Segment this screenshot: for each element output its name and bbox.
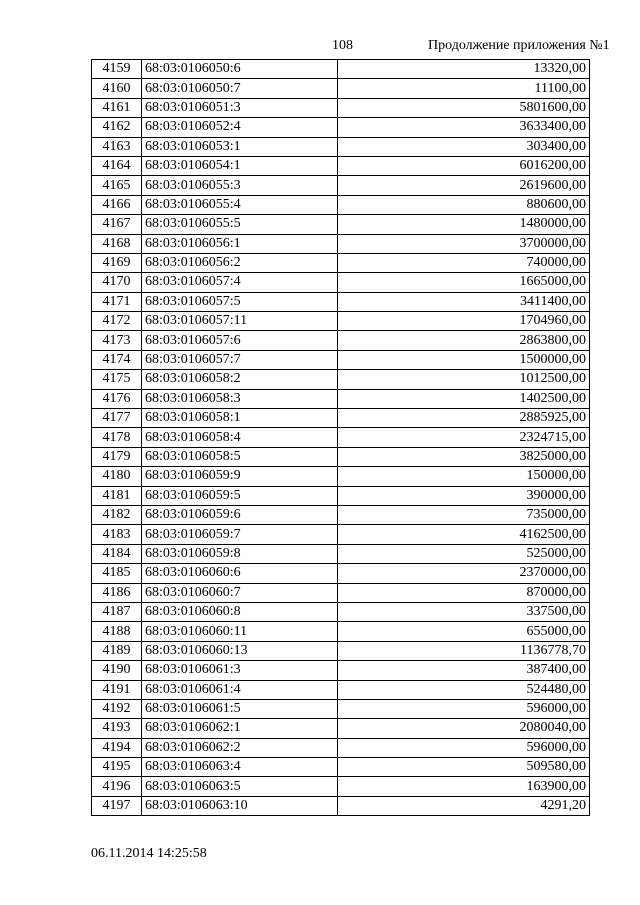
page-number: 108 xyxy=(332,38,353,53)
row-number-cell: 4179 xyxy=(92,447,142,466)
cadastral-value-cell: 11100,00 xyxy=(338,79,590,98)
cadastral-value-cell: 13320,00 xyxy=(338,60,590,79)
row-number-cell: 4186 xyxy=(92,583,142,602)
cadastral-number-cell: 68:03:0106056:2 xyxy=(142,253,338,272)
row-number-cell: 4163 xyxy=(92,137,142,156)
table-row xyxy=(92,699,590,718)
row-number-cell: 4168 xyxy=(92,234,142,253)
cadastral-number-cell: 68:03:0106061:5 xyxy=(142,699,338,718)
cadastral-value-cell: 1012500,00 xyxy=(338,370,590,389)
row-number-cell: 4162 xyxy=(92,118,142,137)
table-row xyxy=(92,777,590,796)
cadastral-number-cell: 68:03:0106050:7 xyxy=(142,79,338,98)
table-row xyxy=(92,680,590,699)
table-row xyxy=(92,118,590,137)
cadastral-number-cell: 68:03:0106058:5 xyxy=(142,447,338,466)
cadastral-number-cell: 68:03:0106051:3 xyxy=(142,98,338,117)
row-number-cell: 4169 xyxy=(92,253,142,272)
cadastral-number-cell: 68:03:0106057:7 xyxy=(142,350,338,369)
cadastral-number-cell: 68:03:0106063:10 xyxy=(142,796,338,815)
table-row xyxy=(92,467,590,486)
cadastral-number-cell: 68:03:0106055:3 xyxy=(142,176,338,195)
row-number-cell: 4180 xyxy=(92,467,142,486)
row-number-cell: 4174 xyxy=(92,350,142,369)
cadastral-value-cell: 2324715,00 xyxy=(338,428,590,447)
table-row xyxy=(92,622,590,641)
cadastral-value-cell: 2863800,00 xyxy=(338,331,590,350)
row-number-cell: 4184 xyxy=(92,544,142,563)
cadastral-value-cell: 880600,00 xyxy=(338,195,590,214)
cadastral-number-cell: 68:03:0106053:1 xyxy=(142,137,338,156)
table-row xyxy=(92,350,590,369)
cadastral-value-cell: 390000,00 xyxy=(338,486,590,505)
cadastral-value-table xyxy=(91,59,590,816)
cadastral-number-cell: 68:03:0106057:11 xyxy=(142,312,338,331)
cadastral-number-cell: 68:03:0106060:13 xyxy=(142,641,338,660)
cadastral-value-cell: 303400,00 xyxy=(338,137,590,156)
cadastral-value-cell: 596000,00 xyxy=(338,738,590,757)
table-row xyxy=(92,137,590,156)
cadastral-number-cell: 68:03:0106055:4 xyxy=(142,195,338,214)
row-number-cell: 4194 xyxy=(92,738,142,757)
cadastral-value-cell: 1480000,00 xyxy=(338,215,590,234)
cadastral-number-cell: 68:03:0106058:3 xyxy=(142,389,338,408)
table-row xyxy=(92,215,590,234)
table-row xyxy=(92,98,590,117)
cadastral-number-cell: 68:03:0106060:11 xyxy=(142,622,338,641)
table-row xyxy=(92,195,590,214)
row-number-cell: 4192 xyxy=(92,699,142,718)
cadastral-number-cell: 68:03:0106060:6 xyxy=(142,564,338,583)
cadastral-value-cell: 150000,00 xyxy=(338,467,590,486)
cadastral-number-cell: 68:03:0106059:5 xyxy=(142,486,338,505)
cadastral-value-cell: 655000,00 xyxy=(338,622,590,641)
row-number-cell: 4170 xyxy=(92,273,142,292)
table-row xyxy=(92,505,590,524)
cadastral-value-cell: 1665000,00 xyxy=(338,273,590,292)
cadastral-value-cell: 1136778,70 xyxy=(338,641,590,660)
row-number-cell: 4185 xyxy=(92,564,142,583)
cadastral-value-cell: 2885925,00 xyxy=(338,409,590,428)
cadastral-number-cell: 68:03:0106063:5 xyxy=(142,777,338,796)
cadastral-value-cell: 2080040,00 xyxy=(338,719,590,738)
cadastral-value-cell: 2619600,00 xyxy=(338,176,590,195)
cadastral-number-cell: 68:03:0106055:5 xyxy=(142,215,338,234)
row-number-cell: 4161 xyxy=(92,98,142,117)
cadastral-value-cell: 596000,00 xyxy=(338,699,590,718)
cadastral-number-cell: 68:03:0106058:2 xyxy=(142,370,338,389)
row-number-cell: 4181 xyxy=(92,486,142,505)
row-number-cell: 4196 xyxy=(92,777,142,796)
cadastral-value-cell: 4291,20 xyxy=(338,796,590,815)
table-row xyxy=(92,661,590,680)
cadastral-value-cell: 3825000,00 xyxy=(338,447,590,466)
cadastral-value-cell: 735000,00 xyxy=(338,505,590,524)
row-number-cell: 4197 xyxy=(92,796,142,815)
table-row xyxy=(92,564,590,583)
table-row xyxy=(92,370,590,389)
cadastral-number-cell: 68:03:0106057:6 xyxy=(142,331,338,350)
table-row xyxy=(92,253,590,272)
row-number-cell: 4183 xyxy=(92,525,142,544)
cadastral-number-cell: 68:03:0106059:8 xyxy=(142,544,338,563)
table-body xyxy=(92,60,590,816)
table-row xyxy=(92,79,590,98)
cadastral-number-cell: 68:03:0106061:4 xyxy=(142,680,338,699)
row-number-cell: 4159 xyxy=(92,60,142,79)
table-row xyxy=(92,292,590,311)
table-row xyxy=(92,738,590,757)
row-number-cell: 4167 xyxy=(92,215,142,234)
cadastral-number-cell: 68:03:0106060:7 xyxy=(142,583,338,602)
cadastral-number-cell: 68:03:0106057:4 xyxy=(142,273,338,292)
cadastral-value-cell: 525000,00 xyxy=(338,544,590,563)
cadastral-number-cell: 68:03:0106050:6 xyxy=(142,60,338,79)
cadastral-number-cell: 68:03:0106057:5 xyxy=(142,292,338,311)
table-row xyxy=(92,602,590,621)
row-number-cell: 4193 xyxy=(92,719,142,738)
table-row xyxy=(92,525,590,544)
cadastral-value-cell: 163900,00 xyxy=(338,777,590,796)
table-row xyxy=(92,409,590,428)
cadastral-value-cell: 2370000,00 xyxy=(338,564,590,583)
cadastral-value-cell: 4162500,00 xyxy=(338,525,590,544)
cadastral-number-cell: 68:03:0106056:1 xyxy=(142,234,338,253)
row-number-cell: 4182 xyxy=(92,505,142,524)
cadastral-value-cell: 509580,00 xyxy=(338,758,590,777)
table-row xyxy=(92,156,590,175)
row-number-cell: 4176 xyxy=(92,389,142,408)
table-row xyxy=(92,719,590,738)
cadastral-value-cell: 3633400,00 xyxy=(338,118,590,137)
row-number-cell: 4175 xyxy=(92,370,142,389)
cadastral-value-cell: 387400,00 xyxy=(338,661,590,680)
cadastral-number-cell: 68:03:0106061:3 xyxy=(142,661,338,680)
row-number-cell: 4178 xyxy=(92,428,142,447)
row-number-cell: 4173 xyxy=(92,331,142,350)
table-row xyxy=(92,758,590,777)
row-number-cell: 4195 xyxy=(92,758,142,777)
row-number-cell: 4190 xyxy=(92,661,142,680)
cadastral-value-cell: 1500000,00 xyxy=(338,350,590,369)
row-number-cell: 4160 xyxy=(92,79,142,98)
row-number-cell: 4164 xyxy=(92,156,142,175)
table-row xyxy=(92,583,590,602)
table-row xyxy=(92,389,590,408)
row-number-cell: 4166 xyxy=(92,195,142,214)
cadastral-value-cell: 337500,00 xyxy=(338,602,590,621)
row-number-cell: 4177 xyxy=(92,409,142,428)
table-row xyxy=(92,447,590,466)
cadastral-value-cell: 870000,00 xyxy=(338,583,590,602)
row-number-cell: 4189 xyxy=(92,641,142,660)
table-row xyxy=(92,60,590,79)
row-number-cell: 4171 xyxy=(92,292,142,311)
cadastral-value-cell: 740000,00 xyxy=(338,253,590,272)
table-row xyxy=(92,486,590,505)
cadastral-value-cell: 1704960,00 xyxy=(338,312,590,331)
table-row xyxy=(92,312,590,331)
print-timestamp: 06.11.2014 14:25:58 xyxy=(91,846,207,861)
row-number-cell: 4188 xyxy=(92,622,142,641)
cadastral-number-cell: 68:03:0106059:6 xyxy=(142,505,338,524)
cadastral-value-cell: 3411400,00 xyxy=(338,292,590,311)
table-row xyxy=(92,544,590,563)
cadastral-value-cell: 3700000,00 xyxy=(338,234,590,253)
cadastral-number-cell: 68:03:0106063:4 xyxy=(142,758,338,777)
cadastral-number-cell: 68:03:0106058:4 xyxy=(142,428,338,447)
table-row xyxy=(92,176,590,195)
cadastral-value-cell: 6016200,00 xyxy=(338,156,590,175)
cadastral-number-cell: 68:03:0106062:1 xyxy=(142,719,338,738)
table-row xyxy=(92,273,590,292)
row-number-cell: 4172 xyxy=(92,312,142,331)
cadastral-number-cell: 68:03:0106058:1 xyxy=(142,409,338,428)
cadastral-number-cell: 68:03:0106059:9 xyxy=(142,467,338,486)
cadastral-value-cell: 524480,00 xyxy=(338,680,590,699)
table-row xyxy=(92,428,590,447)
row-number-cell: 4165 xyxy=(92,176,142,195)
cadastral-value-cell: 1402500,00 xyxy=(338,389,590,408)
cadastral-value-cell: 5801600,00 xyxy=(338,98,590,117)
cadastral-number-cell: 68:03:0106062:2 xyxy=(142,738,338,757)
cadastral-number-cell: 68:03:0106052:4 xyxy=(142,118,338,137)
table-row xyxy=(92,234,590,253)
cadastral-number-cell: 68:03:0106059:7 xyxy=(142,525,338,544)
cadastral-number-cell: 68:03:0106054:1 xyxy=(142,156,338,175)
cadastral-number-cell: 68:03:0106060:8 xyxy=(142,602,338,621)
row-number-cell: 4187 xyxy=(92,602,142,621)
appendix-continuation-label: Продолжение приложения №1 xyxy=(428,38,610,53)
table-row xyxy=(92,796,590,815)
row-number-cell: 4191 xyxy=(92,680,142,699)
table-row xyxy=(92,331,590,350)
table-row xyxy=(92,641,590,660)
